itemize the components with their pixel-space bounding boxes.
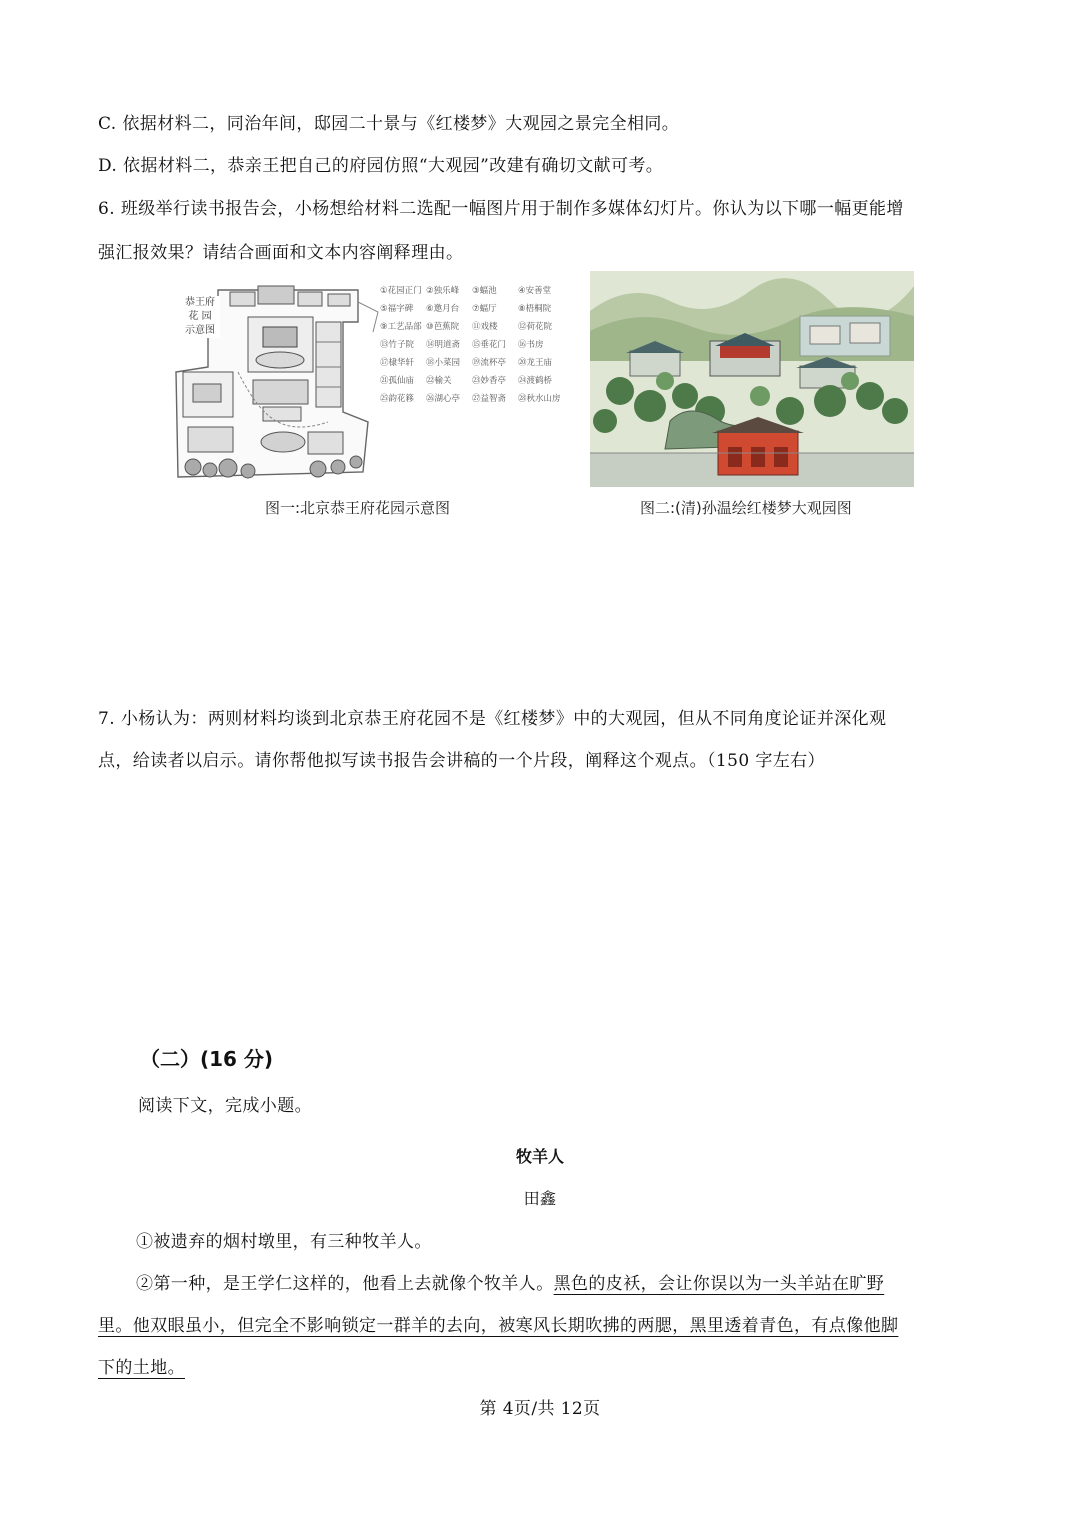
map-inset-title [180, 296, 220, 338]
map-title-line: 示意图 [185, 325, 215, 336]
legend-item: ㉘秋水山房 [518, 394, 561, 404]
legend-item: ⑩芭蕉院 [426, 322, 460, 332]
question-6-line-2: 强汇报效果？请结合画面和文本内容阐释理由。 [98, 243, 464, 263]
reading-instruction: 阅读下文，完成小题。 [138, 1096, 312, 1116]
paragraph-2-underlined-3: 下的土地。 [98, 1358, 185, 1378]
legend-item: ①花园正门 [380, 286, 422, 296]
legend-item: ⑤福字碑 [380, 304, 414, 314]
legend-item: ⑫荷花院 [518, 322, 553, 332]
legend-item: ㉖湖心亭 [426, 394, 461, 404]
painting-drawing [590, 271, 914, 487]
map-title-line: 花 园 [188, 311, 212, 322]
paragraph-2-line-3 [98, 1355, 185, 1381]
legend-item: ㉔渡鹤桥 [518, 376, 553, 386]
passage-author: 田鑫 [523, 1189, 557, 1208]
passage-title: 牧羊人 [515, 1147, 564, 1166]
figure-2-caption: 图二:(清)孙温绘红楼梦大观园图 [640, 499, 852, 517]
paragraph-2-underlined-2: 里。他双眼虽小，但完全不影响锁定一群羊的去向，被寒风长期吹拂的两腮，黑里透着青色，有点像他脚 [98, 1316, 899, 1336]
map-title-line: 恭王府 [185, 297, 215, 308]
legend-item: ②独乐峰 [426, 286, 460, 296]
question-6-line-1: 6. 班级举行读书报告会，小杨想给材料二选配一幅图片用于制作多媒体幻灯片。你认为以下哪一幅更能增 [98, 199, 904, 219]
legend-item: ㉕韵花簃 [380, 394, 415, 404]
legend-item: ㉒榆关 [426, 376, 452, 386]
question-7-line-2: 点，给读者以启示。请你帮他拟写读书报告会讲稿的一个片段，阐释这个观点。（150 字左右） [98, 751, 825, 771]
legend-item: ⑯书房 [518, 340, 544, 350]
legend-item: ⑱小菜园 [426, 358, 461, 368]
legend-item: ⑨工艺品部 [380, 322, 422, 332]
question-7-line-1: 7. 小杨认为：两则材料均谈到北京恭王府花园不是《红楼梦》中的大观园，但从不同角度论证并深化观 [98, 709, 887, 729]
legend-item: ㉗益智斋 [472, 394, 507, 404]
legend-item: ⑧梧桐院 [518, 304, 552, 314]
legend-item: ⑦蝠厅 [472, 304, 497, 314]
legend-item: ⑥邀月台 [426, 304, 460, 314]
legend-item: ⑮垂花门 [472, 340, 507, 350]
paragraph-2-line-1 [136, 1271, 884, 1297]
section-heading: （二）(16 分) [140, 1047, 274, 1071]
map-legend [380, 284, 565, 410]
legend-item: ⑰棣华轩 [380, 358, 415, 368]
option-d: D. 依据材料二，恭亲王把自己的府园仿照“大观园”改建有确切文献可考。 [98, 156, 664, 176]
legend-item: ⑬竹子院 [380, 340, 415, 350]
legend-item: ⑳龙王庙 [518, 358, 553, 368]
option-c: C. 依据材料二，同治年间，邸园二十景与《红楼梦》大观园之景完全相同。 [98, 114, 680, 134]
paragraph-1: ①被遗弃的烟村墩里，有三种牧羊人。 [136, 1232, 432, 1252]
legend-item: ④安善堂 [518, 286, 552, 296]
legend-item: ⑲流杯亭 [472, 358, 507, 368]
legend-item: ⑪戏楼 [472, 322, 498, 332]
paragraph-2-plain: ②第一种，是王学仁这样的，他看上去就像个牧羊人。 [136, 1274, 554, 1294]
paragraph-2-underlined-1: 黑色的皮袄，会让你误以为一头羊站在旷野 [553, 1274, 885, 1294]
figure-2-painting [590, 271, 914, 487]
legend-item: ③蝠池 [472, 286, 497, 296]
page-number: 第 4页/共 12页 [479, 1399, 601, 1419]
legend-item: ⑭明道斋 [426, 340, 461, 350]
paragraph-2-line-2 [98, 1313, 898, 1339]
legend-item: ㉑孤仙庙 [380, 376, 415, 386]
legend-item: ㉓妙香亭 [472, 376, 507, 386]
figure-1-caption: 图一:北京恭王府花园示意图 [265, 499, 451, 517]
